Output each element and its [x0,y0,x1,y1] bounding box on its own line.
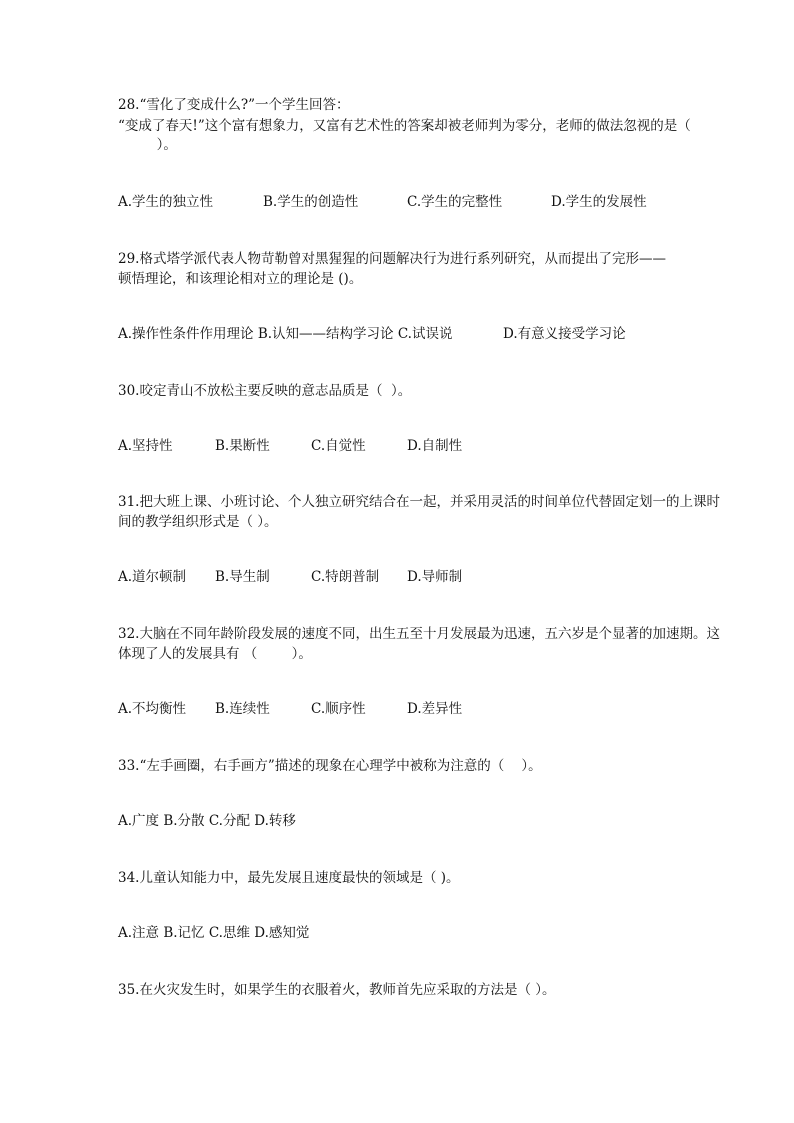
question-34-options: A.注意 B.记忆 C.思维 D.感知觉 [118,925,310,941]
question-31-stem-line-2: 间的教学组织形式是（ ）。 [118,514,278,530]
question-33-stem: 33.“左手画圈，右手画方”描述的现象在心理学中被称为注意的（ ）。 [118,758,542,774]
question-31-option-a: A.道尔顿制 [118,569,187,585]
question-29-option-abc: A.操作性条件作用理论 B.认知——结构学习论 C.试误说 [118,326,453,342]
question-30-stem: 30.咬定青山不放松主要反映的意志品质是（ ）。 [118,383,412,399]
question-31-stem-line-1: 31.把大班上课、小班讨论、个人独立研究结合在一起，并采用灵活的时间单位代替固定划一的上课时 [118,494,720,510]
question-28-stem-line-3: ）。 [118,137,177,153]
question-32-option-a: A.不均衡性 [118,701,187,717]
question-28-option-d: D.学生的发展性 [551,194,647,210]
question-31-option-d: D.导师制 [407,569,463,585]
question-32-option-c: C.顺序性 [311,701,366,717]
question-30-option-d: D.自制性 [407,438,463,454]
question-29-option-d: D.有意义接受学习论 [503,326,626,342]
question-32-stem-line-1: 32.大脑在不同年龄阶段发展的速度不同，出生五至十月发展最为迅速，五六岁是个显著的加速期。这 [118,626,720,642]
question-30-option-c: C.自觉性 [311,438,366,454]
question-28-stem-line-1: 28.“雪化了变成什么?”一个学生回答： [118,97,350,113]
question-33-options: A.广度 B.分散 C.分配 D.转移 [118,813,296,829]
question-28-option-c: C.学生的完整性 [407,194,503,210]
question-32-option-b: B.连续性 [215,701,270,717]
question-30-option-b: B.果断性 [215,438,270,454]
question-28-option-a: A.学生的独立性 [118,194,214,210]
question-29-stem-line-2: 顿悟理论，和该理论相对立的理论是 ()。 [118,271,363,287]
question-32-stem-line-2: 体现了人的发展具有 （ ）。 [118,646,312,662]
question-28-option-b: B.学生的创造性 [263,194,359,210]
question-29-stem-line-1: 29.格式塔学派代表人物苛勒曾对黑猩猩的问题解决行为进行系列研究，从而提出了完形—— [118,251,666,267]
question-30-option-a: A.坚持性 [118,438,173,454]
question-31-option-b: B.导生制 [215,569,270,585]
question-35-stem: 35.在火灾发生时，如果学生的衣服着火，教师首先应采取的方法是（ ）。 [118,982,556,998]
question-28-stem-line-2: “变成了春天!”这个富有想象力，又富有艺术性的答案却被老师判为零分，老师的做法忽视的是（ [118,118,691,134]
question-32-option-d: D.差异性 [407,701,463,717]
question-31-option-c: C.特朗普制 [311,569,380,585]
question-34-stem: 34.儿童认知能力中，最先发展且速度最快的领域是（ )。 [118,870,460,886]
